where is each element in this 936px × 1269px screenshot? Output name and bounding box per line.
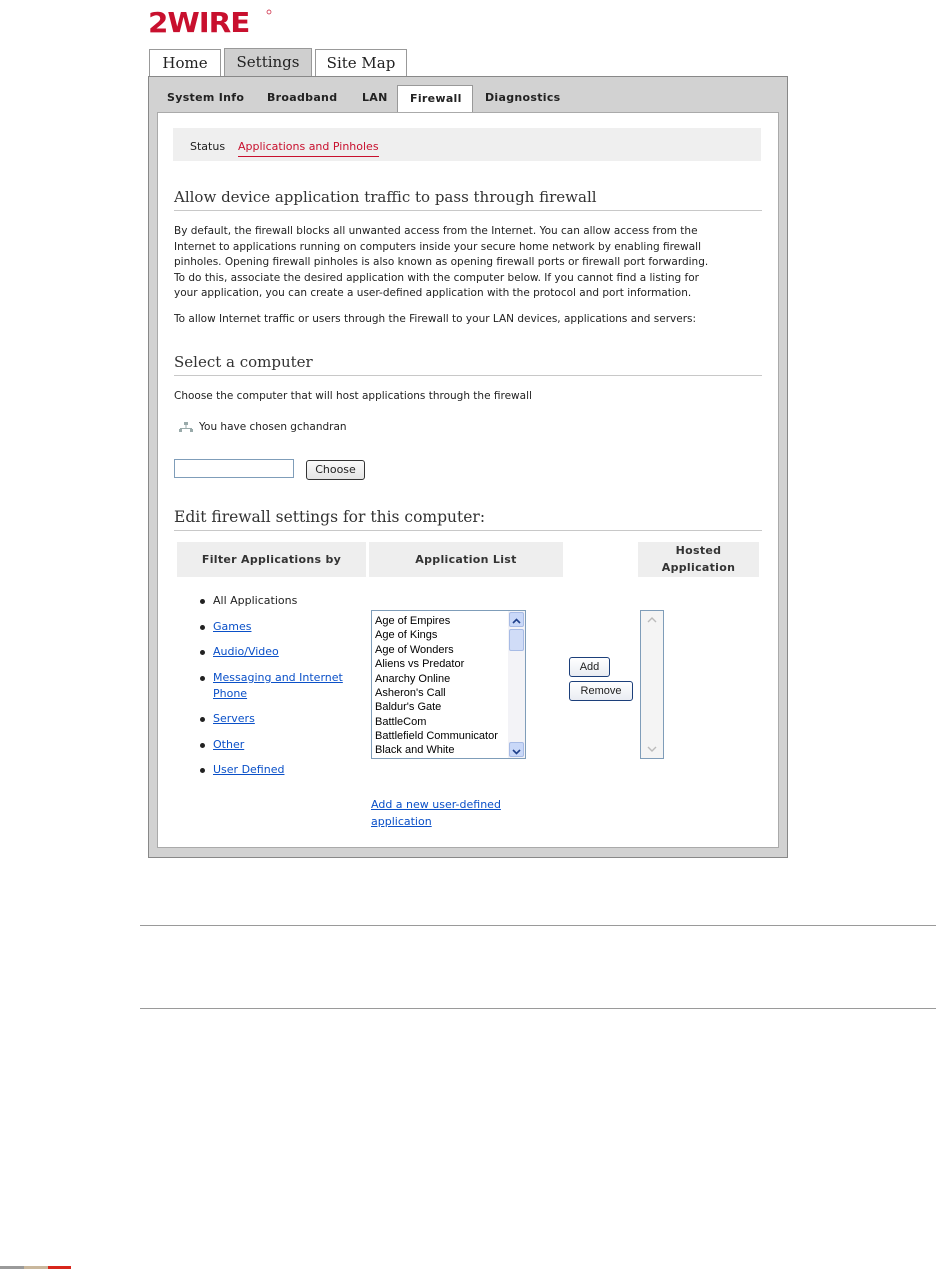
add-user-defined-application-link[interactable] bbox=[371, 796, 501, 830]
computer-input[interactable] bbox=[174, 459, 294, 478]
chosen-computer-text: You have chosen gchandran bbox=[199, 421, 347, 433]
page-rule bbox=[140, 925, 936, 926]
list-item[interactable]: Age of Kings bbox=[375, 629, 438, 641]
bullet-icon bbox=[200, 768, 205, 773]
allow-section-title: Allow device application traffic to pass through firewall bbox=[174, 188, 597, 206]
bullet-icon bbox=[200, 625, 205, 630]
network-computer-icon bbox=[179, 422, 193, 432]
tab-settings[interactable]: Settings bbox=[224, 48, 312, 77]
bullet-icon bbox=[200, 676, 205, 681]
allow-line-3: pinholes. Opening firewall pinholes is also known as opening firewall ports or firewall port forwarding. bbox=[174, 256, 709, 268]
subtab-diagnostics[interactable]: Diagnostics bbox=[485, 91, 561, 104]
application-listbox[interactable] bbox=[371, 610, 526, 759]
filter-link-line-2[interactable]: Phone bbox=[213, 687, 248, 700]
list-item[interactable]: Asheron's Call bbox=[375, 687, 446, 699]
hosted-header-line-1: Hosted bbox=[675, 544, 722, 557]
bullet-icon bbox=[200, 717, 205, 722]
scroll-down-icon[interactable] bbox=[509, 742, 524, 757]
section-nav bbox=[173, 128, 761, 161]
scroll-up-icon[interactable] bbox=[509, 612, 524, 627]
scroll-thumb[interactable] bbox=[509, 629, 524, 651]
bullet-icon bbox=[200, 650, 205, 655]
remove-button[interactable]: Remove bbox=[569, 681, 633, 701]
list-item[interactable]: Age of Empires bbox=[375, 615, 451, 627]
hosted-application-listbox[interactable] bbox=[640, 610, 664, 759]
select-computer-description: Choose the computer that will host applications through the firewall bbox=[174, 390, 532, 402]
divider bbox=[174, 210, 762, 211]
filter-column-header: Filter Applications by bbox=[177, 542, 366, 577]
allow-line-1: By default, the firewall blocks all unwanted access from the Internet. You can allow access from the bbox=[174, 225, 698, 237]
filter-label: All Applications bbox=[213, 594, 298, 607]
list-item[interactable]: Anarchy Online bbox=[375, 673, 451, 685]
list-item[interactable]: BattleCom bbox=[375, 716, 427, 728]
edit-firewall-title: Edit firewall settings for this computer: bbox=[174, 508, 486, 526]
application-list-header: Application List bbox=[369, 542, 563, 577]
filter-link[interactable]: Audio/Video bbox=[213, 645, 279, 658]
link-line-1[interactable]: Add a new user-defined bbox=[371, 798, 501, 811]
filter-link[interactable]: Games bbox=[213, 620, 252, 633]
divider bbox=[174, 530, 762, 531]
tab-site-map[interactable]: Site Map bbox=[315, 49, 407, 76]
nav-status[interactable]: Status bbox=[190, 140, 226, 153]
2wire-logo bbox=[148, 6, 272, 36]
allow-description bbox=[174, 224, 774, 302]
logo-text: 2WIRE bbox=[148, 6, 250, 36]
allow-note: To allow Internet traffic or users through the Firewall to your LAN devices, applications and servers: bbox=[174, 313, 697, 325]
list-item[interactable]: Battlefield Communicator bbox=[375, 730, 498, 742]
select-computer-title: Select a computer bbox=[174, 353, 313, 371]
subtab-system-info[interactable]: System Info bbox=[167, 91, 245, 104]
allow-line-4: To do this, associate the desired application with the computer below. If you cannot find a listing for bbox=[174, 271, 699, 284]
subtab-lan[interactable]: LAN bbox=[362, 91, 388, 104]
hosted-header-line-2: Application bbox=[661, 561, 736, 574]
nav-applications-and-pinholes[interactable]: Applications and Pinholes bbox=[238, 140, 379, 157]
filter-link[interactable]: User Defined bbox=[213, 763, 285, 776]
list-item[interactable]: Aliens vs Predator bbox=[375, 658, 465, 670]
list-item[interactable]: Age of Wonders bbox=[375, 644, 454, 656]
choose-button[interactable]: Choose bbox=[306, 460, 365, 480]
bullet-icon bbox=[200, 599, 205, 604]
filter-link[interactable]: Messaging and Internet bbox=[213, 671, 343, 684]
listbox-scrollbar[interactable] bbox=[508, 611, 525, 758]
filter-link[interactable]: Other bbox=[213, 738, 245, 751]
allow-line-2: Internet to applications running on computers inside your secure home network by enabling firewall bbox=[174, 240, 701, 253]
subtab-broadband[interactable]: Broadband bbox=[267, 91, 338, 104]
hosted-application-header bbox=[638, 542, 759, 577]
list-item[interactable]: Black and White bbox=[375, 744, 455, 756]
list-item[interactable]: Baldur's Gate bbox=[375, 701, 442, 713]
tab-home[interactable]: Home bbox=[149, 49, 221, 76]
page-rule bbox=[140, 1008, 936, 1009]
divider bbox=[174, 375, 762, 376]
bullet-icon bbox=[200, 743, 205, 748]
subtab-firewall[interactable]: Firewall bbox=[410, 92, 462, 105]
scroll-down-icon[interactable] bbox=[645, 744, 659, 754]
link-line-2[interactable]: application bbox=[371, 815, 432, 828]
filter-link[interactable]: Servers bbox=[213, 712, 255, 725]
add-button[interactable]: Add bbox=[569, 657, 610, 677]
scroll-up-icon[interactable] bbox=[645, 615, 659, 625]
allow-line-5: your application, you can create a user-defined application with the protocol and port information. bbox=[174, 287, 692, 299]
